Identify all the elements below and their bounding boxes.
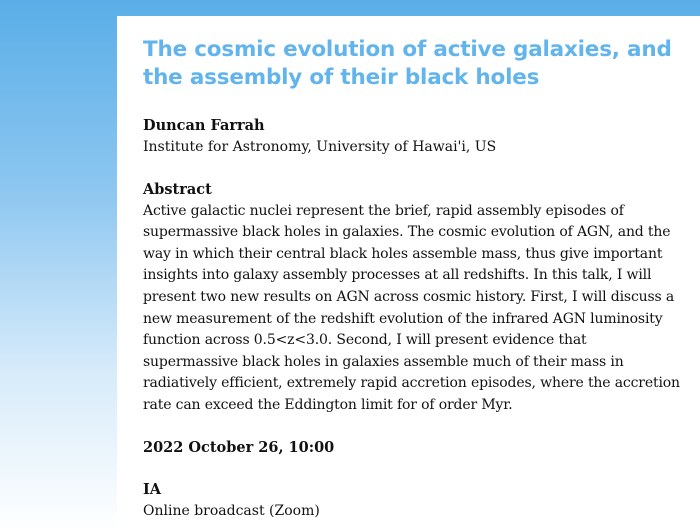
abstract-heading: Abstract (143, 180, 212, 198)
abstract-text: Active galactic nuclei represent the brief, rapid assembly episodes of supermassive black holes in galaxies. The cosmic evolution of AGN, and the way in which their central black holes assemble mass, thus give important insights into galaxy assembly processes at all redshifts. In this talk, I will present two new results on AGN across cosmic history. First, I will discuss a new measurement of the redshift evolution of the infrared AGN luminosity function across 0.5<z<3.0. Second, I will present evidence that supermassive black holes in galaxies assemble much of their mass in radiatively efficient, extremely rapid accretion episodes, where the accretion rate can exceed the Eddington limit for of order Myr. (143, 202, 680, 414)
abstract-block (143, 179, 680, 417)
venue-name: Online broadcast (Zoom) (143, 502, 320, 519)
venue-block (143, 479, 680, 523)
talk-title: The cosmic evolution of active galaxies, and the assembly of their black holes (143, 37, 672, 90)
talk-page (117, 16, 700, 532)
talk-datetime: 2022 October 26, 10:00 (143, 438, 335, 456)
speaker-block (143, 115, 680, 159)
venue-code: IA (143, 480, 162, 498)
speaker-name: Duncan Farrah (143, 117, 265, 134)
speaker-affiliation: Institute for Astronomy, University of Hawai'i, US (143, 139, 497, 155)
